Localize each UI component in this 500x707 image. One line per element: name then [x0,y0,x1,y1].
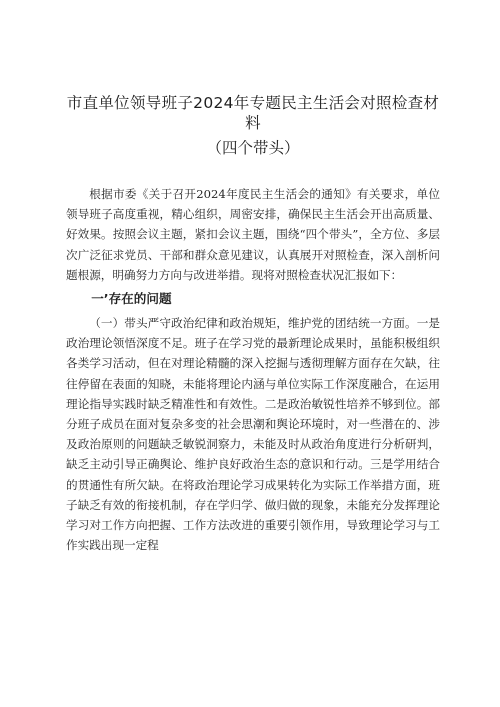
document-title: 市直单位领导班子2024年专题民主生活会对照检查材料 [66,94,440,132]
body-paragraph: （一）带头严守政治纪律和政治规矩，维护党的团结统一方面。一是政治理论领悟深度不足。班子在学习党的最新理论成果时，虽能积极组织各类学习活动，但在对理论精髓的深入挖掘与透彻理解方面存在欠缺，往往停留在表面的知晓，未能将理论内涵与单位实际工作深度融合，在运用理论指导实践时缺乏精准性和有效性。二是政治敏锐性培养不够到位。部分班子成员在面对复杂多变的社会思潮和舆论环境时，对一些潜在的、涉及政治原则的问题缺乏敏锐洞察力，未能及时从政治角度进行分析研判，缺乏主动引导正确舆论、维护良好政治生态的意识和行动。三是学用结合的贯通性有所欠缺。在将政治理论学习成果转化为实际工作举措方面，班子缺乏有效的衔接机制，存在学归学、做归做的现象，未能充分发挥理论学习对工作方向把握、工作方法改进的重要引领作用，导致理论学习与工作实践出现一定程 [66,316,440,553]
intro-paragraph: 根据市委《关于召开2024年度民主生活会的通知》有关要求，单位领导班子高度重视，精心组织，周密安排，确保民主生活会开出高质量、好效果。按照会议主题，紧扣会议主题，围绕“四个带头”，全方位、多层次广泛征求党员、干部和群众意见建议，认真展开对照检查，深入剖析问题根源，明确努力方向与改进举措。现将对照检查状况汇报如下： [66,187,440,282]
section-heading: 一’存在的问题 [91,291,172,307]
document-subtitle: （四个带头） [206,139,300,157]
